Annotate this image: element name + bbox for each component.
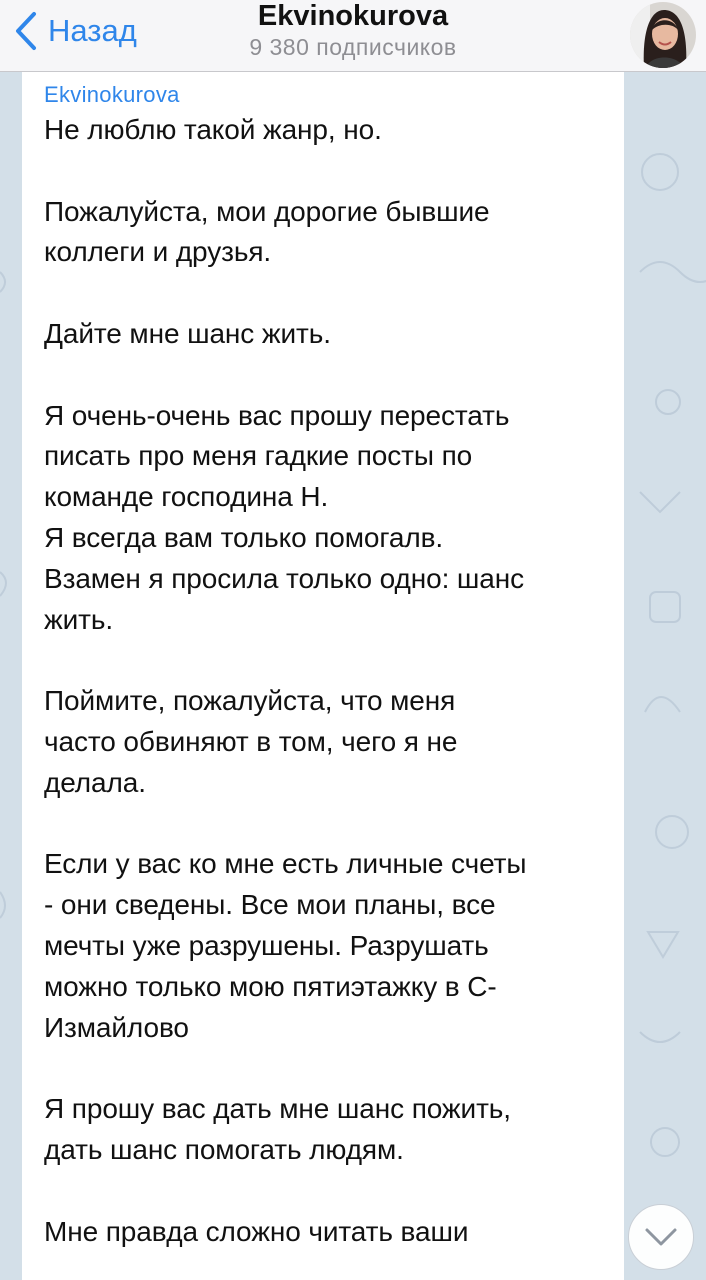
chevron-down-icon [644, 1227, 678, 1247]
message-text: Не люблю такой жанр, но. Пожалуйста, мои дорогие бывшие коллеги и друзья. Дайте мне шанс жить. Я очень-очень вас прошу перестать писать про меня гадкие посты по команде господина Н. Я всегда вам только помогалв. Взамен я просила только одно: шанс жить. Поймите, пожалуйста, что меня часто обвиняют в том, чего я не делала. Если у вас ко мне есть личные счеты - они сведены. Все мои планы, все мечты уже разрушены. Разрушать можно только мою пятиэтажку в С- Измайлово Я прошу вас дать мне шанс пожить, дать шанс помогать людям. Мне правда сложно читать ваши [44, 114, 527, 1247]
back-label: Назад [48, 13, 137, 48]
message-sender[interactable]: Ekvinokurova [44, 82, 180, 107]
chevron-left-icon [14, 11, 38, 51]
subscriber-count: 9 380 подписчиков [249, 34, 457, 60]
chat-header [0, 0, 706, 72]
message-bubble[interactable] [22, 72, 624, 1280]
avatar[interactable] [630, 2, 696, 68]
scroll-down-button[interactable] [628, 1204, 694, 1270]
back-button[interactable] [14, 6, 137, 56]
channel-info[interactable] [150, 0, 556, 62]
avatar-image [630, 2, 696, 68]
channel-title: Ekvinokurova [257, 0, 449, 32]
